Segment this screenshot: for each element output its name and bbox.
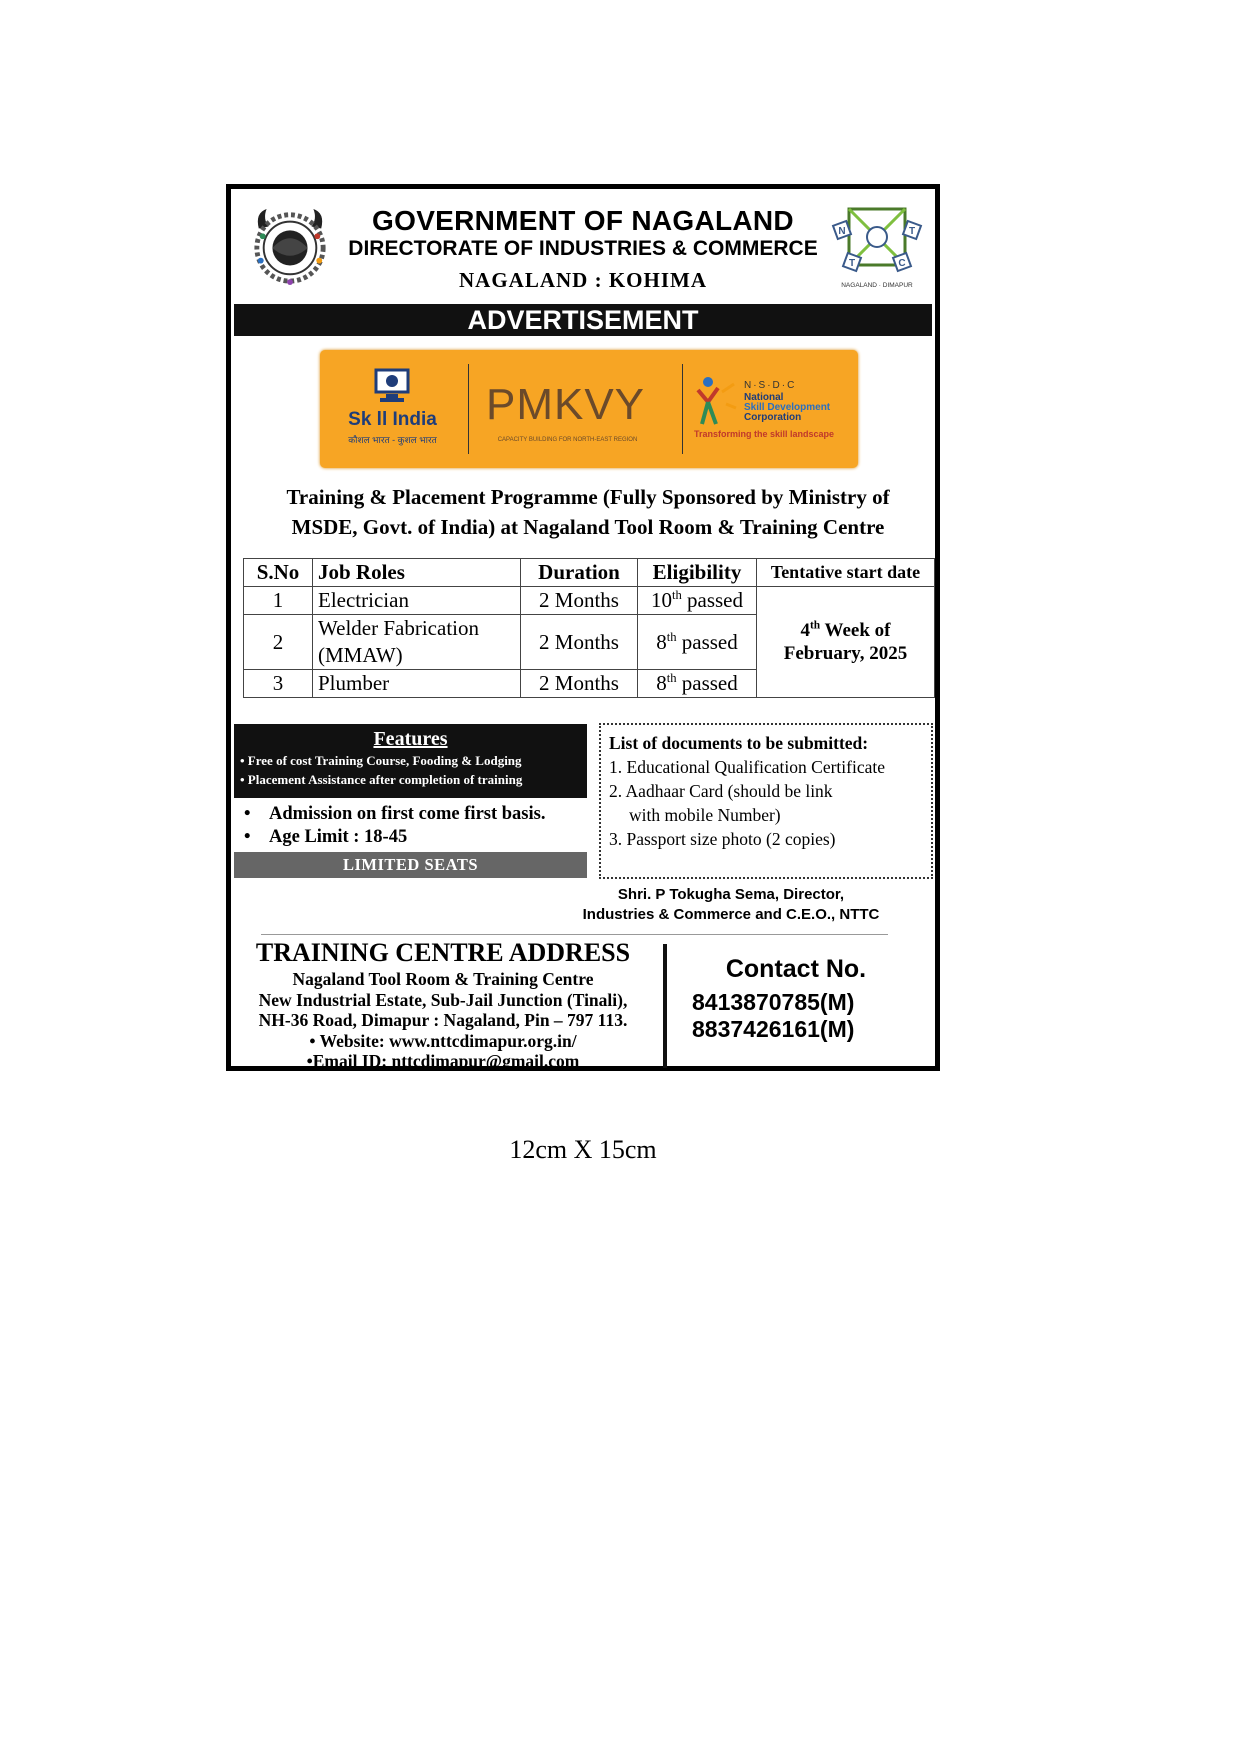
document-item: 2. Aadhaar Card (should be link [609,781,833,801]
logo-divider [682,364,683,454]
admission-item: • Admission on first come first basis. [239,803,589,826]
cell-job-role: Electrician [313,587,521,615]
address-line: NH-36 Road, Dimapur : Nagaland, Pin – 797 113. [258,1010,628,1030]
nsdc-line2: Skill Development [744,402,831,413]
skill-india-logo [330,366,455,452]
elig-suffix: th [666,629,677,644]
limited-seats-bar: LIMITED SEATS [234,852,587,878]
cell-duration: 2 Months [521,615,638,670]
documents-box [599,723,933,879]
nsdc-line1: National [744,392,784,403]
logo-divider [468,364,469,454]
address-title: TRAINING CENTRE ADDRESS [255,938,631,967]
contact-number: 8837426161(M) [692,1016,855,1042]
features-box [234,724,587,798]
computer-icon [372,366,412,406]
nttc-letter-t1: T [908,226,916,237]
cell-job-role: Plumber [313,670,521,698]
nsdc-figure-icon [694,374,738,430]
pmkvy-subtitle: CAPACITY BUILDING FOR NORTH-EAST REGION [497,437,638,443]
contact-block [671,952,921,1043]
website-line: • Website: www.nttcdimapur.org.in/ [309,1030,577,1051]
start-date-line2: February, 2025 [783,643,908,664]
vertical-divider [663,944,667,1068]
size-note: 12cm X 15cm [509,1135,657,1164]
programme-title: Training & Placement Programme (Fully Sponsored by Ministry of MSDE, Govt. of India) at Nagaland Tool Room & Training Centre [286,485,890,539]
feature-item: • Placement Assistance after completion of training [240,772,523,787]
directorate-title: DIRECTORATE OF INDUSTRIES & COMMERCE [348,237,818,260]
elig-rest: passed [676,629,738,654]
start-date-line1 [762,619,929,642]
header-start-date: Tentative start date [757,559,935,587]
skill-india-text: Sk ll India [348,409,437,430]
nttc-letter-t2: T [848,258,856,269]
training-centre-address [231,937,655,1072]
start-date-rest: Week of [820,620,891,641]
pmkvy-logo-text: PMKVY [485,380,646,429]
contact-title: Contact No. [725,955,867,983]
location-title: NAGALAND : KOHIMA [459,268,707,292]
nsdc-name [744,393,854,423]
table-header-row [244,559,935,587]
nttc-logo [831,205,923,293]
nsdc-line3: Corporation [744,412,802,423]
skill-india-tagline: कौशल भारत - कुशल भारत [348,435,437,445]
elig-number: 8 [656,671,667,695]
address-line: Nagaland Tool Room & Training Centre [292,969,594,989]
elig-number: 8 [656,629,667,654]
government-title: GOVERNMENT OF NAGALAND [372,205,794,236]
cell-eligibility [638,615,757,670]
advertisement-banner: ADVERTISEMENT [234,304,932,336]
document-item-continued: with mobile Number) [629,805,781,825]
feature-item: • Free of cost Training Course, Fooding & Lodging [240,753,522,768]
signatory [531,885,931,925]
elig-suffix: th [671,588,682,602]
elig-rest: passed [676,671,738,695]
cell-eligibility [638,587,757,615]
section-divider [261,934,888,935]
features-title: Features [373,728,448,750]
cell-sno: 2 [244,615,313,670]
header-eligibility: Eligibility [638,559,757,587]
sponsor-logos [320,350,858,468]
nttc-logo-caption: NAGALAND · DIMAPUR [841,282,913,289]
cell-job-role: Welder Fabrication (MMAW) [313,615,521,670]
start-date-number: 4 [800,620,810,641]
admission-list [239,803,589,849]
signatory-line1: Shri. P Tokugha Sema, Director, [617,886,845,903]
nttc-letter-c: C [898,258,906,269]
start-date-suffix: th [809,619,821,632]
elig-rest: passed [681,588,744,612]
cell-start-date [757,587,935,698]
header-job-roles: Job Roles [313,559,521,587]
elig-suffix: th [666,671,677,685]
age-limit-item: • Age Limit : 18-45 [239,826,589,849]
header-sno: S.No [244,559,313,587]
document-item: 1. Educational Qualification Certificate [609,757,886,777]
nsdc-letters: N·S·D·C [744,380,797,391]
advertisement [226,184,940,1071]
elig-number: 10 [650,588,672,612]
table-row [244,587,935,615]
cell-duration: 2 Months [521,670,638,698]
email-line: •Email ID: nttcdimapur@gmail.com [306,1051,580,1071]
cell-duration: 2 Months [521,587,638,615]
job-roles-table [243,558,935,698]
signatory-line2: Industries & Commerce and C.E.O., NTTC [582,906,880,923]
cell-sno: 3 [244,670,313,698]
header [231,189,935,304]
cell-sno: 1 [244,587,313,615]
header-duration: Duration [521,559,638,587]
nsdc-tagline: Transforming the skill landscape [694,429,835,439]
contact-number: 8413870785(M) [692,989,855,1015]
address-line: New Industrial Estate, Sub-Jail Junction (Tinali), [258,989,628,1010]
document-item: 3. Passport size photo (2 copies) [609,829,836,849]
cell-eligibility [638,670,757,698]
nttc-letter-n: N [838,226,846,237]
documents-title: List of documents to be submitted: [609,733,869,753]
